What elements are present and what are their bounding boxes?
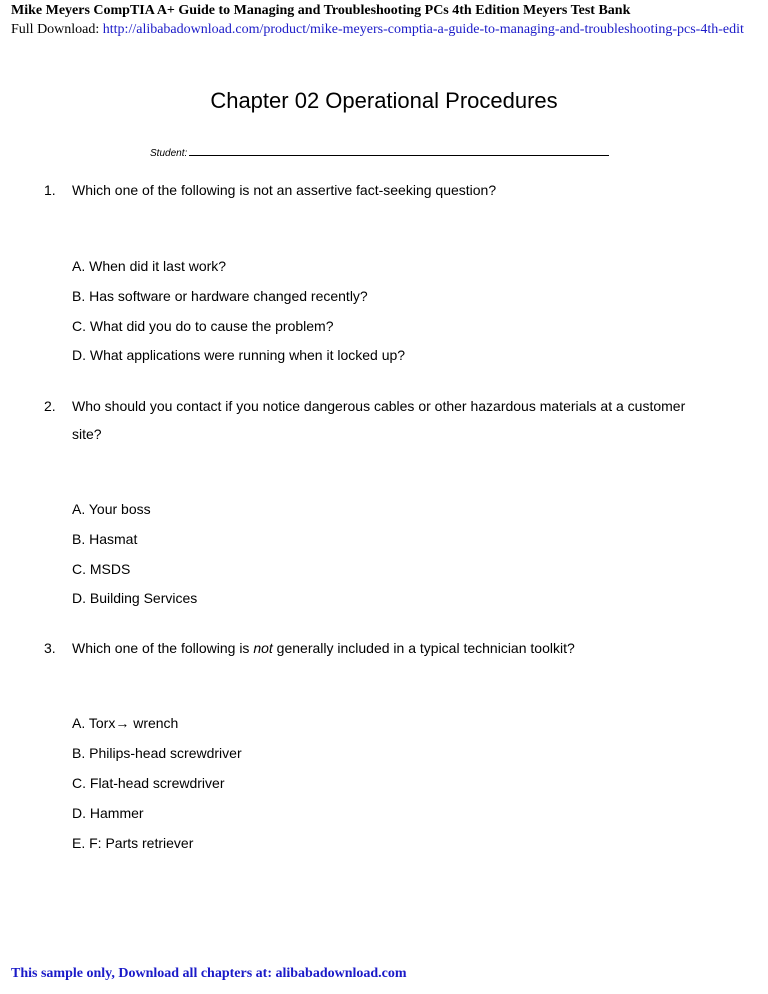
download-link[interactable]: http://alibabadownload.com/product/mike-meyers-comptia-a-guide-to-managing-and-troubleshooting-pcs-4th-edit (102, 22, 744, 37)
student-blank-line (189, 146, 609, 156)
question-2 (44, 392, 704, 448)
question-3 (44, 634, 704, 662)
option: C. MSDS (72, 561, 131, 577)
option: B. Philips-head screwdriver (72, 745, 242, 761)
download-label: Full Download: (11, 22, 100, 37)
option: A. When did it last work? (72, 258, 227, 274)
option: B. Hasmat (72, 531, 138, 547)
question-1 (44, 176, 704, 204)
option: D. What applications were running when it locked up? (72, 347, 406, 363)
question-text (72, 634, 704, 662)
option: C. Flat-head screwdriver (72, 775, 225, 791)
question-number: 3. (44, 640, 56, 656)
option: C. What did you do to cause the problem? (72, 318, 334, 334)
question-text: Who should you contact if you notice dangerous cables or other hazardous materials at a customer site? (72, 398, 686, 442)
question-text-part: Which one of the following is (72, 640, 254, 656)
option: A. Torx→ wrench (72, 715, 179, 731)
download-line (11, 22, 744, 38)
question-text-emphasis: not (253, 640, 273, 656)
student-label: Student: (150, 148, 188, 159)
question-number: 2. (44, 398, 56, 414)
question-number: 1. (44, 182, 56, 198)
option: D. Hammer (72, 805, 144, 821)
option: A. Your boss (72, 501, 151, 517)
option: D. Building Services (72, 590, 198, 606)
student-field (150, 146, 609, 159)
option: B. Has software or hardware changed recently? (72, 288, 368, 304)
option: E. F: Parts retriever (72, 835, 194, 851)
header-title: Mike Meyers CompTIA A+ Guide to Managing and Troubleshooting PCs 4th Edition Meyers Test Bank (11, 3, 631, 18)
question-text: Which one of the following is not an assertive fact-seeking question? (72, 182, 497, 198)
question-text-part: generally included in a typical technician toolkit? (272, 640, 575, 656)
footer-notice: This sample only, Download all chapters at: alibabadownload.com (11, 966, 407, 981)
chapter-title: Chapter 02 Operational Procedures (210, 88, 558, 113)
